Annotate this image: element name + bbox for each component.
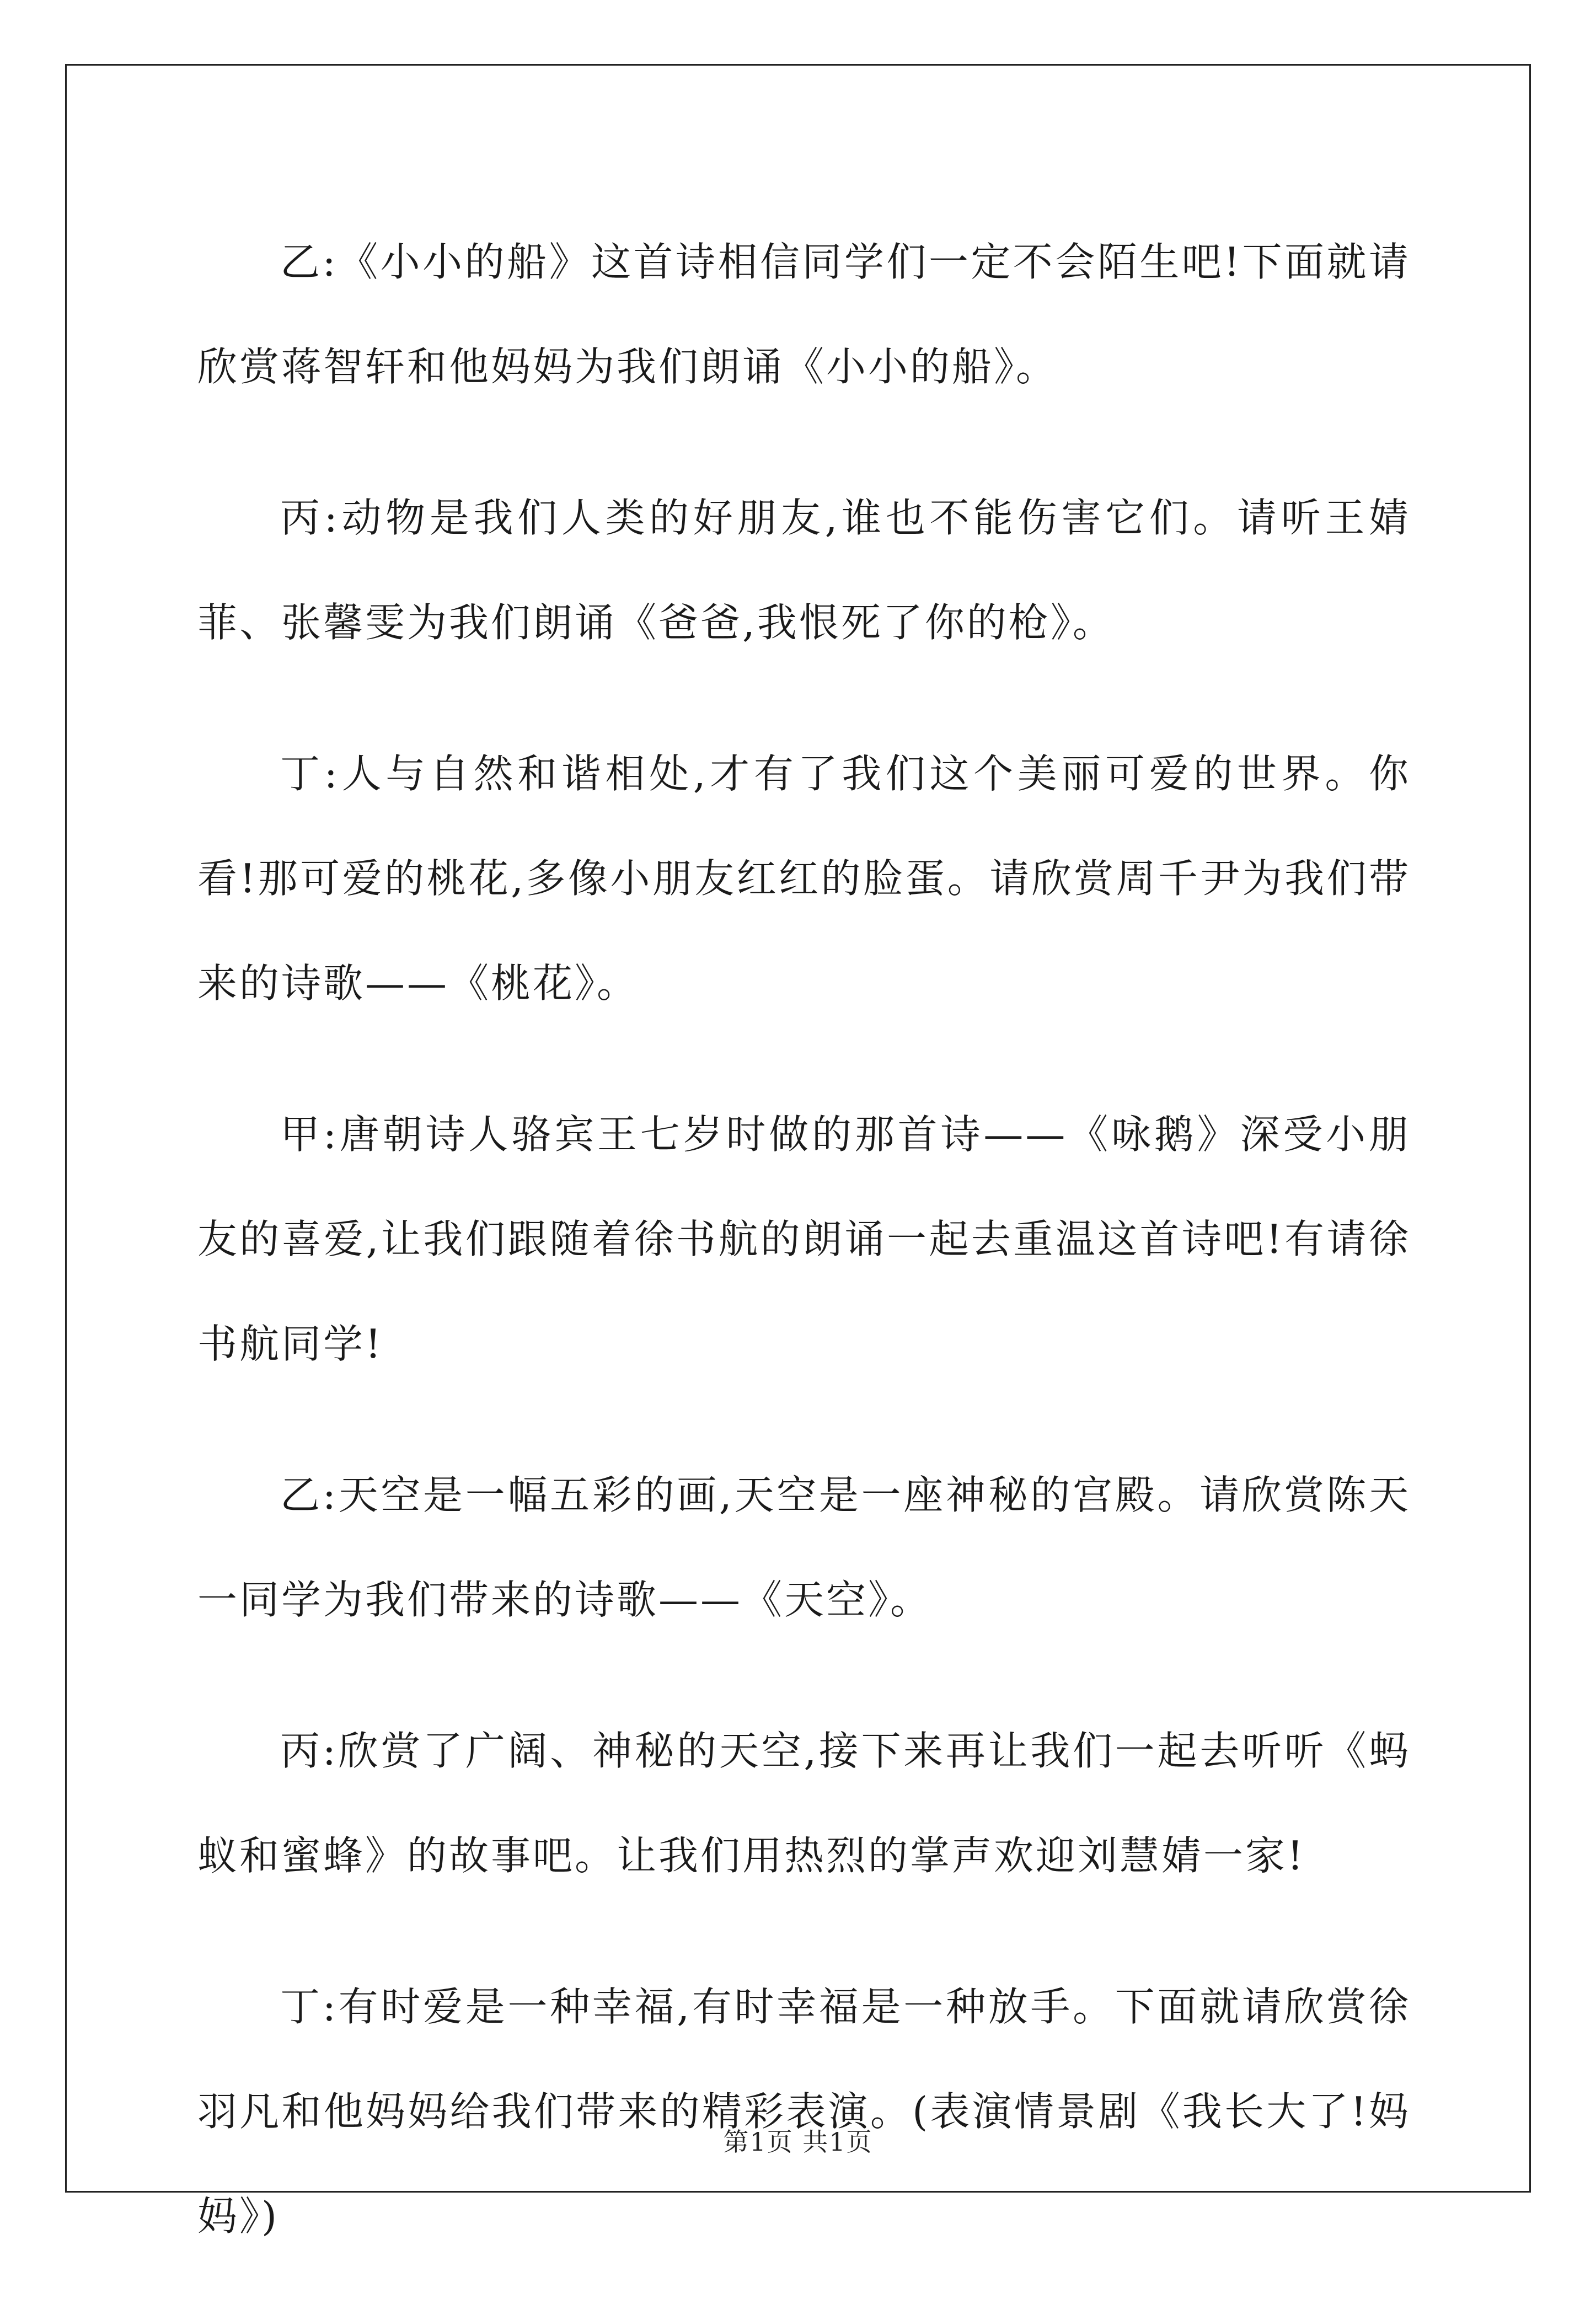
paragraph: 丁:有时爱是一种幸福,有时幸福是一种放手。下面就请欣赏徐羽凡和他妈妈给我们带来的精彩表演。(表演情景剧《我长大了!妈妈》) (197, 1984, 1411, 2239)
paragraph: 丙:动物是我们人类的好朋友,谁也不能伤害它们。请听王婧菲、张馨雯为我们朗诵《爸爸,我恨死了你的枪》。 (197, 495, 1411, 646)
paragraph: 丁:人与自然和谐相处,才有了我们这个美丽可爱的世界。你看!那可爱的桃花,多像小朋友红红的脸蛋。请欣赏周千尹为我们带来的诗歌——《桃花》。 (197, 751, 1411, 1006)
paragraph: 乙:《小小的船》这首诗相信同学们一定不会陌生吧!下面就请欣赏蒋智轩和他妈妈为我们朗诵《小小的船》。 (197, 239, 1411, 390)
paragraph: 甲:唐朝诗人骆宾王七岁时做的那首诗——《咏鹅》深受小朋友的喜爱,让我们跟随着徐书航的朗诵一起去重温这首诗吧!有请徐书航同学! (197, 1111, 1411, 1367)
paragraph: 丙:欣赏了广阔、神秘的天空,接下来再让我们一起去听听《蚂蚁和蜜蜂》的故事吧。让我们用热烈的掌声欢迎刘慧婧一家! (197, 1728, 1411, 1879)
document-body (197, 210, 1411, 2315)
paragraph: 乙:天空是一幅五彩的画,天空是一座神秘的宫殿。请欣赏陈天一同学为我们带来的诗歌——《天空》。 (197, 1472, 1411, 1623)
page-footer: 第1页 共1页 (723, 2127, 873, 2157)
